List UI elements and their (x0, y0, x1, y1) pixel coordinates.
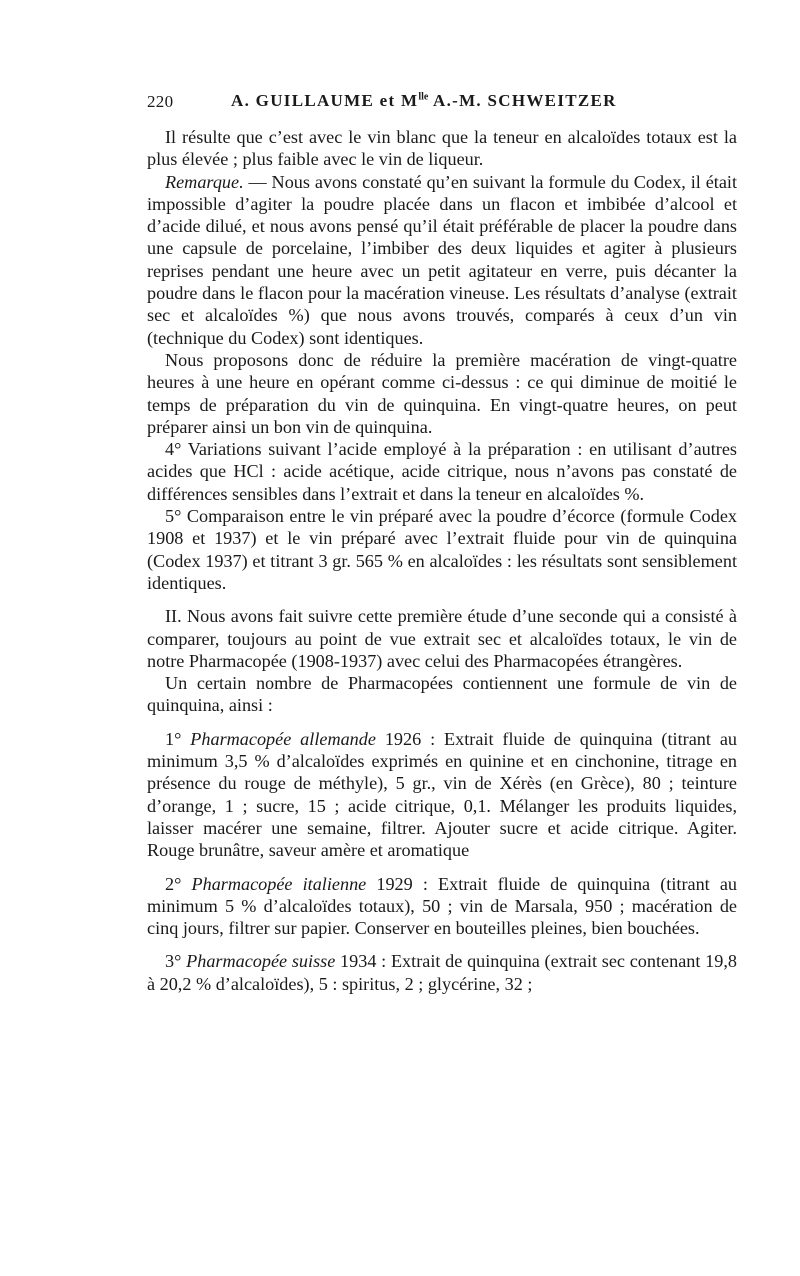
paragraph-comparison: 5° Comparaison entre le vin préparé avec la poudre d’écorce (formule Codex 1908 et 1937) et le vin préparé avec l’extrait fluide pour vin de quinquina (Codex 1937) et titrant 3 gr. 565 % en alcaloïdes : les résultats sont sensiblement identiques. (147, 506, 737, 593)
swiss-label: Pharmacopée suisse (186, 951, 336, 972)
german-label: Pharmacopée allemande (190, 728, 376, 749)
italian-text: 1929 : Extrait fluide de quinquina (titrant au minimum 5 % d’alcaloïdes totaux), 50 ; vin de Marsala, 950 ; macération de cinq jours, filtrer sur papier. Conserver en bouteilles pleines, bien bouchées. (147, 873, 737, 939)
paragraph-italian-pharmacopoeia (147, 873, 737, 940)
body-text (147, 126, 737, 995)
remarque-label: Remarque. (165, 171, 244, 192)
paragraph-result: Il résulte que c’est avec le vin blanc que la teneur en alcaloïdes totaux est la plus élevée ; plus faible avec le vin de liqueur. (147, 127, 737, 170)
running-header (147, 92, 737, 116)
running-title-part2: A.-M. SCHWEITZER (428, 91, 617, 110)
running-title-part1: A. GUILLAUME et M (231, 91, 419, 110)
paragraph-remarque (147, 171, 737, 349)
page-number: 220 (147, 92, 174, 111)
swiss-text: 1934 : Extrait de quinquina (extrait sec contenant 19,8 à 20,2 % d’alcaloïdes), 5 : spiritus, 2 ; glycérine, 32 ; (147, 951, 737, 994)
paragraph-pharmacopoeias-intro: Un certain nombre de Pharmacopées contiennent une formule de vin de quinquina, ainsi : (147, 673, 737, 716)
paragraph-german-pharmacopoeia (147, 728, 737, 862)
german-item-number: 1° (165, 728, 191, 749)
remarque-text: — Nous avons constaté qu’en suivant la formule du Codex, il était impossible d’agiter la poudre placée dans un flacon et imbibée d’alcool et d’acide dilué, et nous avons pensé qu’il était préférable de placer la poudre dans une capsule de porcelaine, l’imbiber des deux liquides et agiter à plusieurs reprises pendant une heure avec un petit agitateur en verre, puis décanter la poudre dans le flacon pour la macération vineuse. Les résultats d’analyse (extrait sec et alcaloïdes %) que nous avons trouvés, comparés à ceux d’un vin (technique du Codex) sont identiques. (147, 171, 737, 348)
paragraph-section-two: II. Nous avons fait suivre cette première étude d’une seconde qui a consisté à comparer, toujours au point de vue extrait sec et alcaloïdes totaux, le vin de notre Pharmacopée (1908-1937) avec celui des Pharmacopées étrangères. (147, 606, 737, 671)
german-text: 1926 : Extrait fluide de quinquina (titrant au minimum 3,5 % d’alcaloïdes exprimés en quinine et en cinchonine, titrage en présence du rouge de méthyle), 5 gr., vin de Xérès (en Grèce), 80 ; teinture d’orange, 1 ; sucre, 15 ; acide citrique, 0,1. Mélanger les produits liquides, laisser macérer une semaine, filtrer. Ajouter sucre et acide citrique. Agiter. Rouge brunâtre, saveur amère et aromatique (147, 728, 737, 861)
paragraph-proposal: Nous proposons donc de réduire la première macération de vingt-quatre heures à une heure en opérant comme ci-dessus : ce qui diminue de moitié le temps de préparation du vin de quinquina. En vingt-quatre heures, on peut préparer ainsi un bon vin de quinquina. (147, 349, 737, 437)
italian-label: Pharmacopée italienne (191, 873, 367, 894)
paragraph-acid-variations: 4° Variations suivant l’acide employé à la préparation : en utilisant d’autres acides que HCl : acide acétique, acide citrique, nous n’avons pas constaté de différences sensibles dans l’extrait et dans la teneur en alcaloïdes %. (147, 439, 737, 504)
swiss-item-number: 3° (165, 951, 187, 972)
running-title-superscript: lle (418, 91, 429, 103)
paragraph-swiss-pharmacopoeia (147, 950, 737, 995)
running-title (231, 91, 617, 111)
italian-item-number: 2° (165, 873, 192, 894)
